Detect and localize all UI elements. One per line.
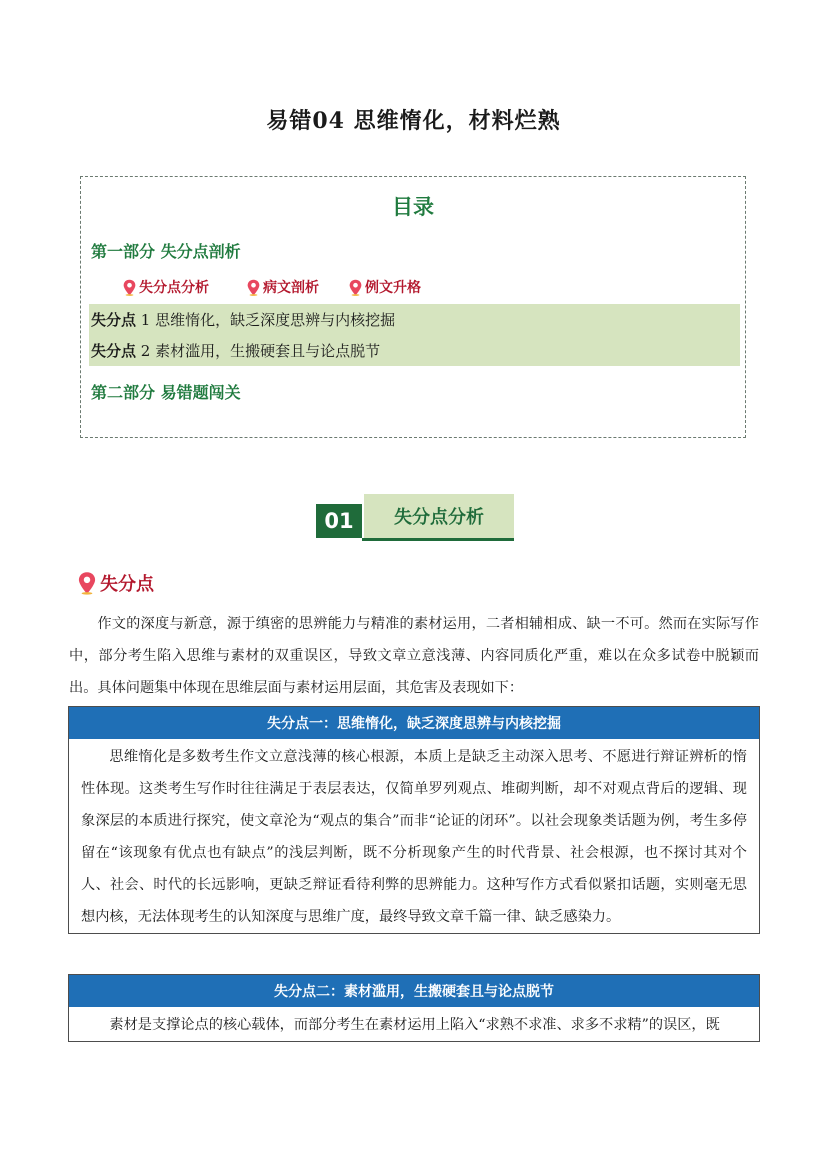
- toc-part-2[interactable]: 第二部分 易错题闯关: [91, 383, 241, 402]
- toc-sub-item[interactable]: [247, 277, 319, 297]
- toc-sub-label: 例文升格: [365, 280, 421, 296]
- toc-item-number: 1: [140, 311, 151, 329]
- point-box-1: [68, 706, 760, 934]
- toc-sub-label: 失分点分析: [139, 280, 209, 296]
- toc-sub-item[interactable]: [349, 277, 421, 297]
- toc-item-text: 素材滥用，生搬硬套且与论点脱节: [155, 342, 381, 360]
- point-box-body: 素材是支撑论点的核心载体，而部分考生在素材运用上陷入“求熟不求准、求多不求精”的误区，既: [109, 1017, 720, 1033]
- intro-paragraph: 作文的深度与新意，源于缜密的思辨能力与精准的素材运用，二者相辅相成、缺一不可。然而在实际写作中，部分考生陷入思维与素材的双重误区，导致文章立意浅薄、内容同质化严重，难以在众多试卷中脱颖而出。具体问题集中体现在思维层面与素材运用层面，其危害及表现如下：: [69, 616, 759, 696]
- toc-sub-item[interactable]: [123, 277, 209, 297]
- subheading: [78, 570, 154, 596]
- location-pin-icon: [78, 571, 96, 595]
- toc-sub-label: 病文剖析: [263, 280, 319, 296]
- subheading-text: 失分点: [100, 574, 154, 595]
- location-pin-icon: [123, 279, 136, 296]
- location-pin-icon: [349, 279, 362, 296]
- toc-item[interactable]: [91, 340, 380, 361]
- toc-item-prefix: 失分点: [91, 342, 137, 360]
- section-number: 01: [316, 504, 362, 538]
- point-box-heading: 失分点一：思维惰化，缺乏深度思辨与内核挖掘: [69, 707, 759, 739]
- section-label: 失分点分析: [364, 494, 514, 538]
- toc-part-1[interactable]: 第一部分 失分点剖析: [91, 242, 241, 261]
- toc-item-text: 思维惰化，缺乏深度思辨与内核挖掘: [155, 311, 396, 329]
- point-box-heading: 失分点二：素材滥用，生搬硬套且与论点脱节: [69, 975, 759, 1007]
- toc-item-prefix: 失分点: [91, 311, 137, 329]
- location-pin-icon: [247, 279, 260, 296]
- point-box-2: [68, 974, 760, 1042]
- section-badge: [316, 494, 514, 544]
- document-title: 易错04 思维惰化，材料烂熟: [266, 108, 561, 134]
- section-underline: [362, 538, 514, 541]
- toc-item-number: 2: [140, 342, 151, 360]
- table-of-contents: [80, 176, 746, 438]
- toc-heading: 目录: [392, 195, 434, 219]
- toc-item[interactable]: [91, 309, 395, 330]
- point-box-body: 思维惰化是多数考生作文立意浅薄的核心根源，本质上是缺乏主动深入思考、不愿进行辩证辨析的惰性体现。这类考生写作时往往满足于表层表达，仅简单罗列观点、堆砌判断，却不对观点背后的逻辑、现象深层的本质进行探究，使文章沦为“观点的集合”而非“论证的闭环”。以社会现象类话题为例，考生多停留在“该现象有优点也有缺点”的浅层判断，既不分析现象产生的时代背景、社会根源，也不探讨其对个人、社会、时代的长远影响，更缺乏辩证看待利弊的思辨能力。这种写作方式看似紧扣话题，实则毫无思想内核，无法体现考生的认知深度与思维广度，最终导致文章千篇一律、缺乏感染力。: [81, 749, 747, 925]
